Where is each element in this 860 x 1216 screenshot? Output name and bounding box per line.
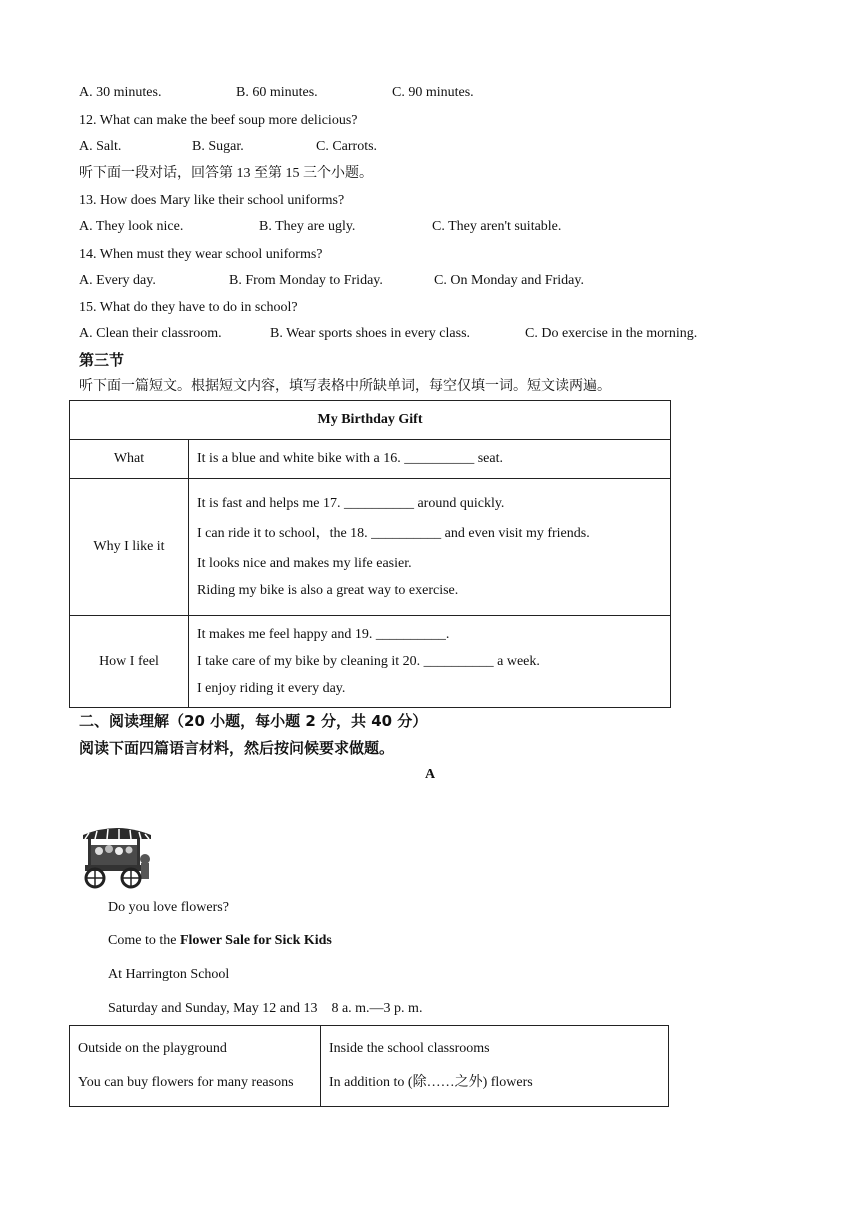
gift-row-label-why: Why I like it (70, 479, 189, 616)
ad-line-2-prefix: Come to the (108, 933, 180, 948)
gift-row-label-feel: How I feel (70, 616, 189, 708)
gift-row-label-what: What (70, 440, 189, 479)
part2-instruction: 阅读下面四篇语言材料，然后按问候要求做题。 (79, 739, 395, 757)
ad-table-right (321, 1026, 669, 1107)
gift-line: Riding my bike is also a great way to exercise. (197, 583, 459, 598)
q15-option-a: A. Clean their classroom. (79, 326, 222, 341)
ad-line-2 (108, 933, 332, 949)
gift-line: It is fast and helps me 17. __________ around quickly. (197, 496, 505, 511)
q12-option-a: A. Salt. (79, 139, 122, 154)
section3-instruction: 听下面一篇短文。根据短文内容，填写表格中所缺单词，每空仅填一词。短文读两遍。 (79, 379, 611, 394)
instruction-13-15: 听下面一段对话，回答第 13 至第 15 三个小题。 (79, 166, 373, 181)
gift-line: I can ride it to school，the 18. __________ and even visit my friends. (197, 526, 590, 541)
gift-row-content-why (189, 479, 671, 616)
ad-table (69, 1025, 669, 1107)
q14-option-b: B. From Monday to Friday. (229, 273, 383, 288)
q15-question: 15. What do they have to do in school? (79, 300, 298, 315)
flower-cart-image (79, 823, 155, 889)
ad-table-cell-line: In addition to (除……之外) flowers (329, 1075, 533, 1090)
q13-option-a: A. They look nice. (79, 219, 184, 234)
ad-table-cell-line: Inside the school classrooms (329, 1041, 490, 1056)
q12-question: 12. What can make the beef soup more delicious? (79, 113, 358, 128)
passage-letter: A (424, 767, 436, 782)
gift-line: It is a blue and white bike with a 16. __________ seat. (197, 451, 503, 466)
gift-line: It makes me feel happy and 19. __________. (197, 627, 450, 642)
q13-option-b: B. They are ugly. (259, 219, 356, 234)
q11-option-c: C. 90 minutes. (392, 85, 474, 100)
q15-option-b: B. Wear sports shoes in every class. (270, 326, 471, 341)
q14-option-c: C. On Monday and Friday. (434, 273, 584, 288)
q11-option-a: A. 30 minutes. (79, 85, 162, 100)
section3-heading: 第三节 (79, 351, 125, 369)
q11-option-b: B. 60 minutes. (236, 85, 318, 100)
gift-row-content-feel (189, 616, 671, 708)
q12-option-c: C. Carrots. (316, 139, 378, 154)
q15-option-c: C. Do exercise in the morning. (525, 326, 698, 341)
q13-option-c: C. They aren't suitable. (432, 219, 562, 234)
ad-line-3: At Harrington School (108, 967, 230, 982)
gift-table (69, 400, 671, 708)
ad-line-1: Do you love flowers? (108, 900, 229, 915)
ad-line-4: Saturday and Sunday, May 12 and 13 8 a. m.—3 p. m. (108, 1001, 423, 1016)
ad-event-name: Flower Sale for Sick Kids (179, 933, 332, 948)
gift-line: I take care of my bike by cleaning it 20. __________ a week. (197, 654, 540, 669)
gift-row-content-what (189, 440, 671, 479)
q14-question: 14. When must they wear school uniforms? (79, 247, 323, 262)
gift-line: I enjoy riding it every day. (197, 681, 346, 696)
q12-option-b: B. Sugar. (192, 139, 244, 154)
part2-heading: 二、阅读理解（20 小题，每小题 2 分，共 40 分） (79, 712, 428, 730)
gift-table-title: My Birthday Gift (70, 401, 671, 440)
q14-option-a: A. Every day. (79, 273, 156, 288)
ad-table-cell-line: You can buy flowers for many reasons (78, 1075, 294, 1090)
ad-table-left (70, 1026, 321, 1107)
q13-question: 13. How does Mary like their school uniforms? (79, 193, 345, 208)
ad-table-cell-line: Outside on the playground (78, 1041, 227, 1056)
gift-line: It looks nice and makes my life easier. (197, 556, 412, 571)
